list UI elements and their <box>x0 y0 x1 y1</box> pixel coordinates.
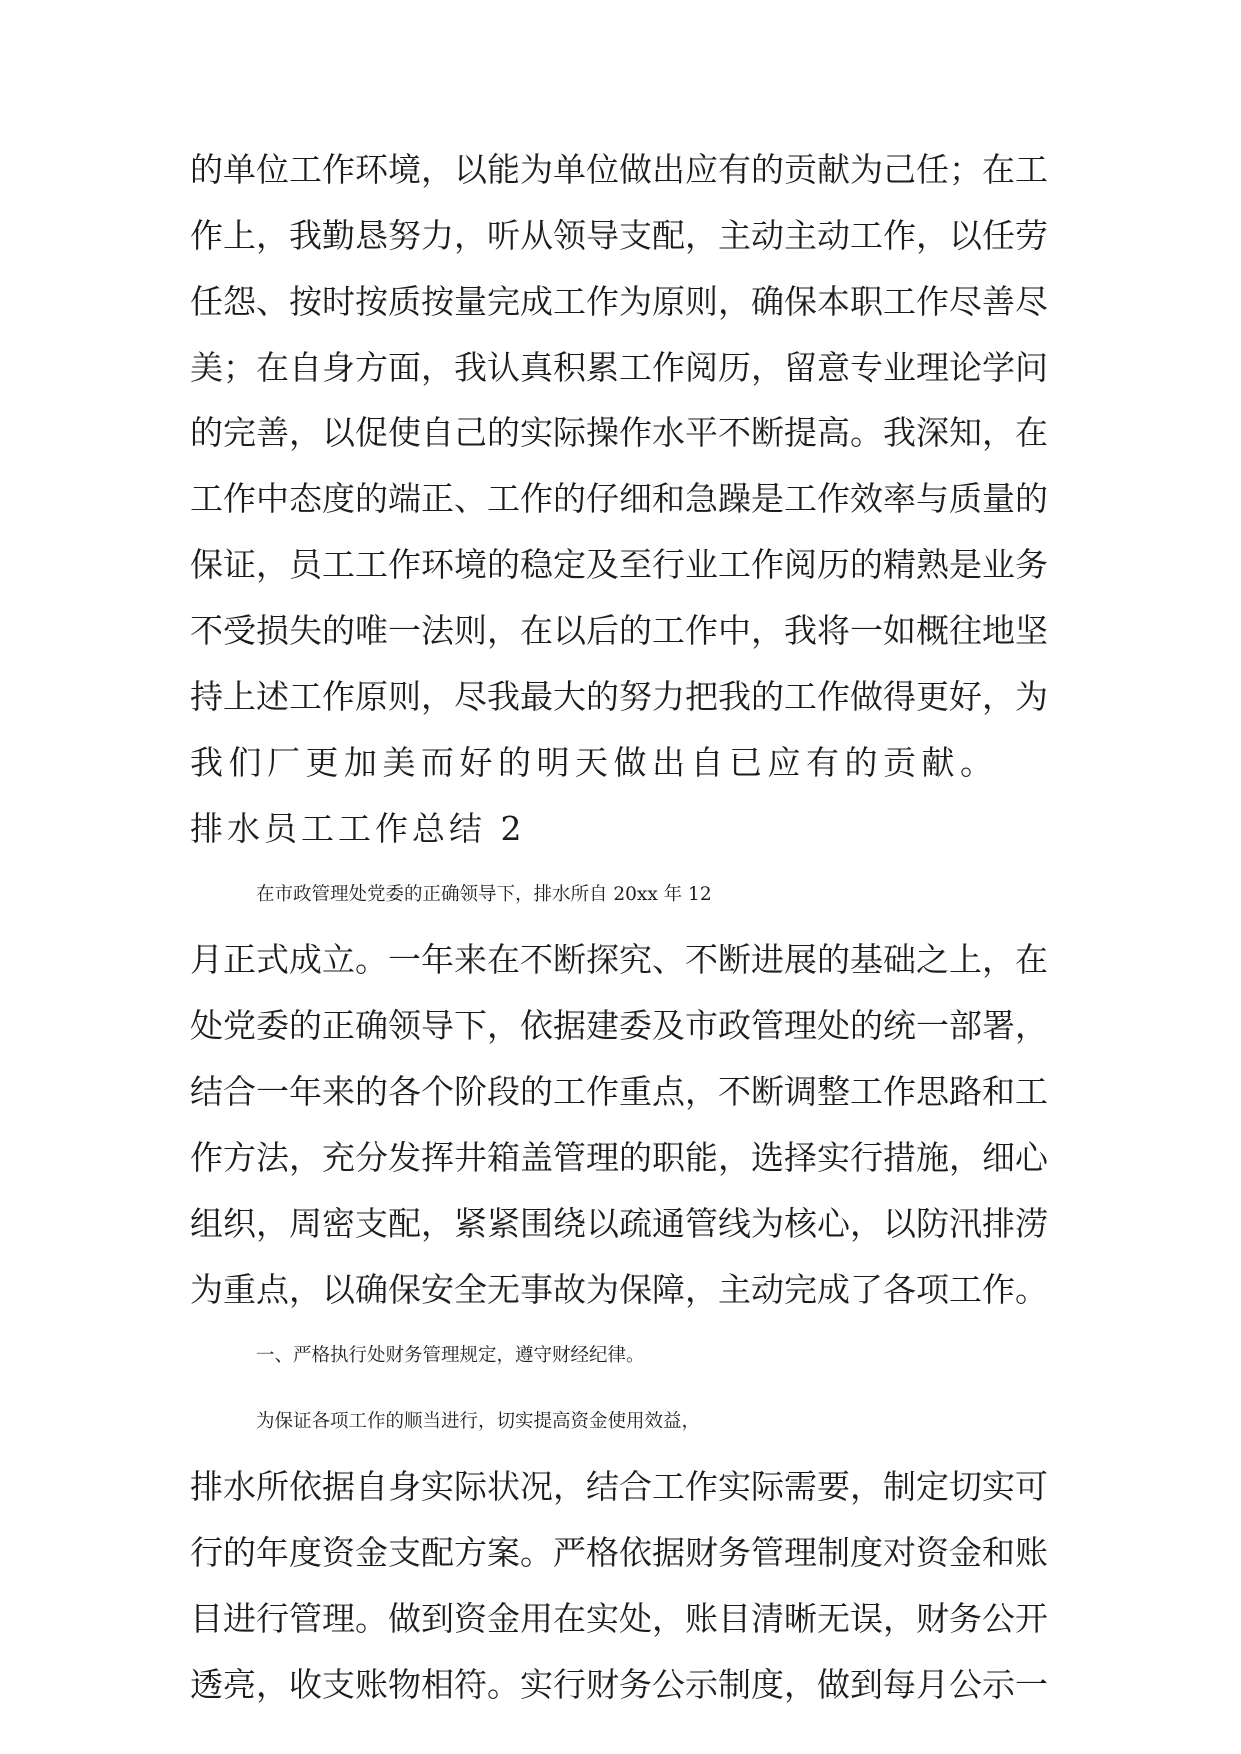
text-line: 美；在自身方面，我认真积累工作阅历，留意专业理论学问 <box>190 348 1048 387</box>
section-heading: 排水员工工作总结 2 <box>190 809 526 848</box>
text-line: 我们厂更加美而好的明天做出自已应有的贡献。 <box>190 743 999 782</box>
subsection-heading: 一、严格执行处财务管理规定，遵守财经纪律。 <box>256 1345 645 1366</box>
text-line: 处党委的正确领导下，依据建委及市政管理处的统一部署， <box>190 1006 1048 1045</box>
text-line: 持上述工作原则，尽我最大的努力把我的工作做得更好，为 <box>190 677 1048 716</box>
text-line: 工作中态度的端正、工作的仔细和急躁是工作效率与质量的 <box>190 479 1048 518</box>
text-line: 月正式成立。一年来在不断探究、不断进展的基础之上，在 <box>190 940 1048 979</box>
text-line: 透亮，收支账物相符。实行财务公示制度，做到每月公示一 <box>190 1665 1048 1704</box>
text-line: 的完善，以促使自己的实际操作水平不断提高。我深知，在 <box>190 413 1048 452</box>
text-line: 排水所依据自身实际状况，结合工作实际需要，制定切实可 <box>190 1467 1048 1506</box>
text-line: 结合一年来的各个阶段的工作重点，不断调整工作思路和工 <box>190 1072 1048 1111</box>
text-line: 不受损失的唯一法则，在以后的工作中，我将一如概往地坚 <box>190 611 1048 650</box>
text-line: 作方法，充分发挥井箱盖管理的职能，选择实行措施，细心 <box>190 1138 1048 1177</box>
text-line: 组织，周密支配，紧紧围绕以疏通管线为核心，以防汛排涝 <box>190 1204 1048 1243</box>
text-line: 目进行管理。做到资金用在实处，账目清晰无误，财务公开 <box>190 1599 1048 1638</box>
text-line: 为重点，以确保安全无事故为保障，主动完成了各项工作。 <box>190 1270 1048 1309</box>
text-line: 在市政管理处党委的正确领导下，排水所自 20xx 年 12 <box>256 884 712 905</box>
text-line: 行的年度资金支配方案。严格依据财务管理制度对资金和账 <box>190 1533 1048 1572</box>
text-line: 的单位工作环境，以能为单位做出应有的贡献为己任；在工 <box>190 150 1048 189</box>
text-line: 作上，我勤恳努力，听从领导支配，主动主动工作，以任劳 <box>190 216 1048 255</box>
text-line: 为保证各项工作的顺当进行，切实提高资金使用效益， <box>256 1411 701 1432</box>
text-line: 任怨、按时按质按量完成工作为原则，确保本职工作尽善尽 <box>190 282 1048 321</box>
text-line: 保证，员工工作环境的稳定及至行业工作阅历的精熟是业务 <box>190 545 1048 584</box>
